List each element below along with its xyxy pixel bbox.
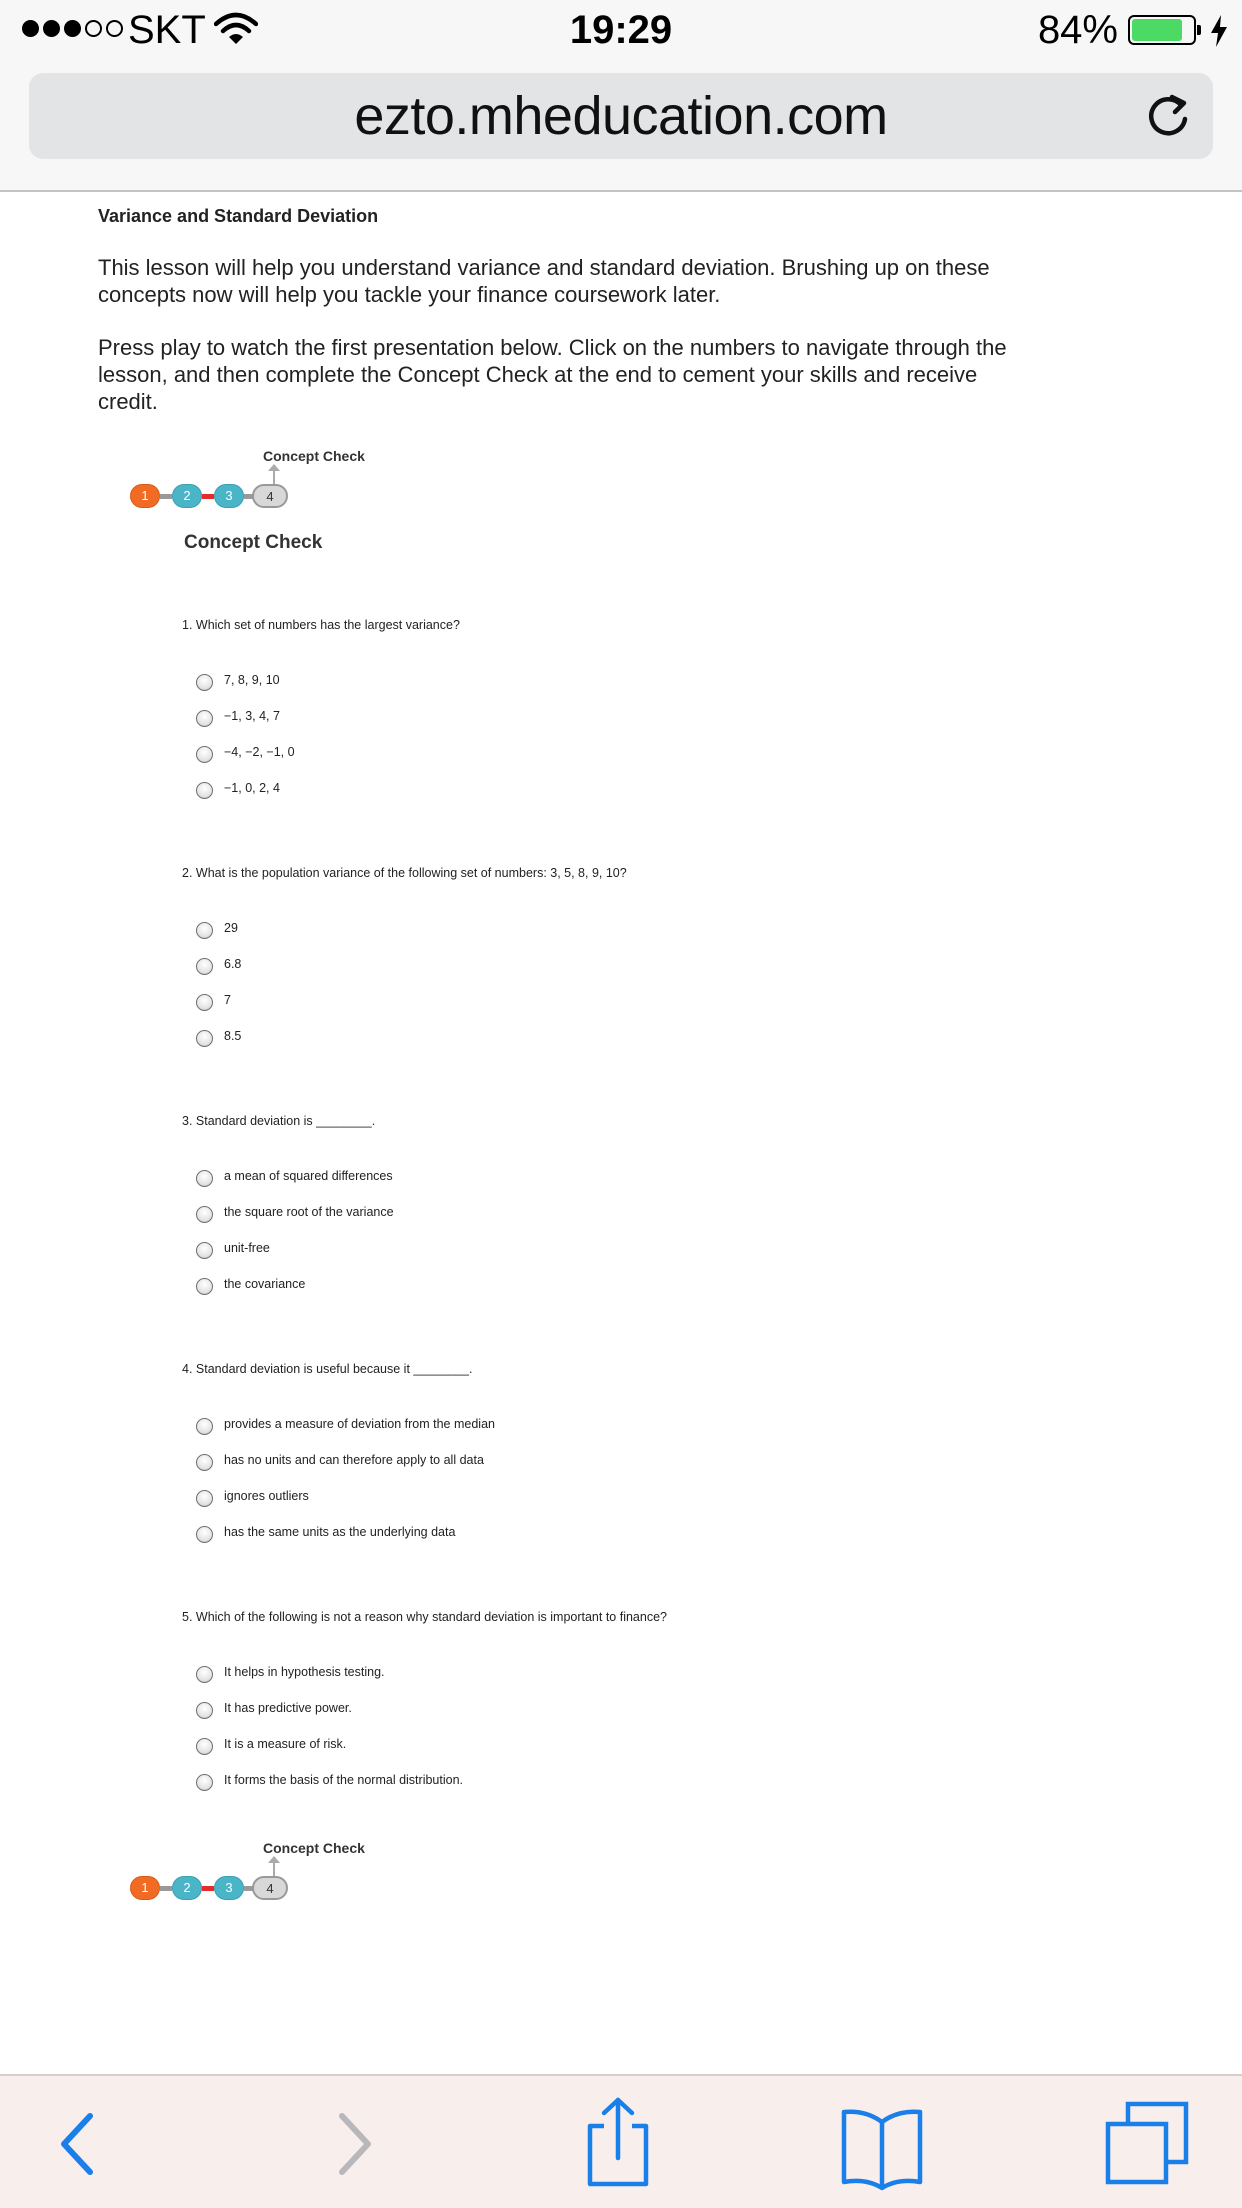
tabs-icon[interactable] — [1098, 2096, 1198, 2192]
concept-check-heading: Concept Check — [184, 532, 323, 553]
option-label: 7 — [224, 993, 231, 1007]
nav-step-2[interactable]: 2 — [172, 484, 202, 508]
reload-icon[interactable] — [1143, 91, 1193, 141]
option-label: ignores outliers — [224, 1489, 309, 1503]
option-label: a mean of squared differences — [224, 1169, 393, 1183]
battery-icon — [1128, 15, 1196, 45]
nav-step-3[interactable]: 3 — [214, 1876, 244, 1900]
battery-nub — [1197, 25, 1201, 35]
nav-step-4[interactable]: 4 — [252, 484, 288, 508]
radio-button[interactable] — [196, 1170, 213, 1187]
question-5: 5. Which of the following is not a reason why standard deviation is important to finance? — [182, 1610, 667, 1624]
radio-button[interactable] — [196, 746, 213, 763]
nav-steps — [128, 1876, 318, 1902]
lesson-instructions: Press play to watch the first presentation below. Click on the numbers to navigate through the lesson, and then complete the Concept Check at the end to cement your skills and receive credit. — [98, 335, 1007, 414]
nav-arrowhead-icon — [268, 464, 280, 471]
q3-option-2[interactable] — [196, 1204, 896, 1224]
radio-button[interactable] — [196, 1774, 213, 1791]
q3-option-3[interactable] — [196, 1240, 896, 1260]
page-content — [0, 194, 1242, 2074]
carrier-name: SKT — [128, 8, 206, 52]
option-label: It is a measure of risk. — [224, 1737, 347, 1751]
nav-current-label: Concept Check — [263, 448, 365, 464]
radio-button[interactable] — [196, 1666, 213, 1683]
option-label: 8.5 — [224, 1029, 242, 1043]
radio-button[interactable] — [196, 1454, 213, 1471]
back-icon[interactable] — [28, 2096, 128, 2192]
battery-percentage: 84% — [1037, 8, 1118, 52]
q2-option-3[interactable] — [196, 992, 896, 1012]
q5-option-2[interactable] — [196, 1700, 896, 1720]
q2-option-4[interactable] — [196, 1028, 896, 1048]
nav-steps — [128, 484, 318, 510]
q5-option-4[interactable] — [196, 1772, 896, 1792]
radio-button[interactable] — [196, 922, 213, 939]
q1-option-1[interactable] — [196, 672, 896, 692]
option-label: It helps in hypothesis testing. — [224, 1665, 385, 1679]
q3-option-1[interactable] — [196, 1168, 896, 1188]
option-label: 29 — [224, 921, 238, 935]
q5-option-3[interactable] — [196, 1736, 896, 1756]
radio-button[interactable] — [196, 994, 213, 1011]
option-label: 6.8 — [224, 957, 242, 971]
option-label: It forms the basis of the normal distribution. — [224, 1773, 463, 1787]
q4-option-4[interactable] — [196, 1524, 896, 1544]
option-label: provides a measure of deviation from the median — [224, 1417, 495, 1431]
q4-option-1[interactable] — [196, 1416, 896, 1436]
option-label: −4, −2, −1, 0 — [224, 745, 295, 759]
question-1: 1. Which set of numbers has the largest variance? — [182, 618, 460, 632]
q4-option-2[interactable] — [196, 1452, 896, 1472]
option-label: the covariance — [224, 1277, 306, 1291]
q2-option-2[interactable] — [196, 956, 896, 976]
radio-button[interactable] — [196, 1418, 213, 1435]
lesson-title: Variance and Standard Deviation — [98, 206, 379, 226]
radio-button[interactable] — [196, 674, 213, 691]
option-label: unit-free — [224, 1241, 270, 1255]
q1-option-2[interactable] — [196, 708, 896, 728]
q2-option-1[interactable] — [196, 920, 896, 940]
nav-arrowhead-icon — [268, 1856, 280, 1863]
nav-step-1[interactable]: 1 — [130, 1876, 160, 1900]
address-bar[interactable] — [29, 73, 1213, 159]
top-bar — [0, 0, 1242, 192]
lesson-navigator-top — [128, 448, 365, 518]
url-text[interactable]: ezto.mheducation.com — [354, 86, 888, 146]
q3-option-4[interactable] — [196, 1276, 896, 1296]
status-time: 19:29 — [569, 8, 673, 52]
option-label: the square root of the variance — [224, 1205, 394, 1219]
nav-step-1[interactable]: 1 — [130, 484, 160, 508]
option-label: has the same units as the underlying data — [224, 1525, 456, 1539]
lesson-intro: This lesson will help you understand variance and standard deviation. Brushing up on these concepts now will help you tackle your finance coursework later. — [98, 255, 990, 307]
radio-button[interactable] — [196, 1242, 213, 1259]
nav-current-label: Concept Check — [263, 1840, 365, 1856]
forward-icon[interactable] — [302, 2096, 402, 2192]
q1-option-3[interactable] — [196, 744, 896, 764]
question-3: 3. Standard deviation is ________. — [182, 1114, 376, 1128]
radio-button[interactable] — [196, 1490, 213, 1507]
radio-button[interactable] — [196, 710, 213, 727]
share-icon[interactable] — [568, 2096, 668, 2192]
option-label: It has predictive power. — [224, 1701, 352, 1715]
radio-button[interactable] — [196, 958, 213, 975]
radio-button[interactable] — [196, 1030, 213, 1047]
question-4: 4. Standard deviation is useful because it ________. — [182, 1362, 473, 1376]
q1-option-4[interactable] — [196, 780, 896, 800]
browser-toolbar — [0, 2074, 1242, 2208]
nav-step-4[interactable]: 4 — [252, 1876, 288, 1900]
radio-button[interactable] — [196, 1206, 213, 1223]
nav-step-3[interactable]: 3 — [214, 484, 244, 508]
lesson-navigator-bottom — [128, 1840, 365, 1910]
option-label: has no units and can therefore apply to all data — [224, 1453, 484, 1467]
q4-option-3[interactable] — [196, 1488, 896, 1508]
status-bar — [0, 0, 1242, 62]
radio-button[interactable] — [196, 1526, 213, 1543]
option-label: −1, 3, 4, 7 — [224, 709, 280, 723]
radio-button[interactable] — [196, 1738, 213, 1755]
nav-step-2[interactable]: 2 — [172, 1876, 202, 1900]
radio-button[interactable] — [196, 1702, 213, 1719]
radio-button[interactable] — [196, 1278, 213, 1295]
option-label: 7, 8, 9, 10 — [224, 673, 280, 687]
charging-bolt-icon — [1208, 14, 1230, 48]
bookmarks-icon[interactable] — [832, 2096, 932, 2192]
option-label: −1, 0, 2, 4 — [224, 781, 280, 795]
q5-option-1[interactable] — [196, 1664, 896, 1684]
radio-button[interactable] — [196, 782, 213, 799]
question-2: 2. What is the population variance of the following set of numbers: 3, 5, 8, 9, 10? — [182, 866, 627, 880]
